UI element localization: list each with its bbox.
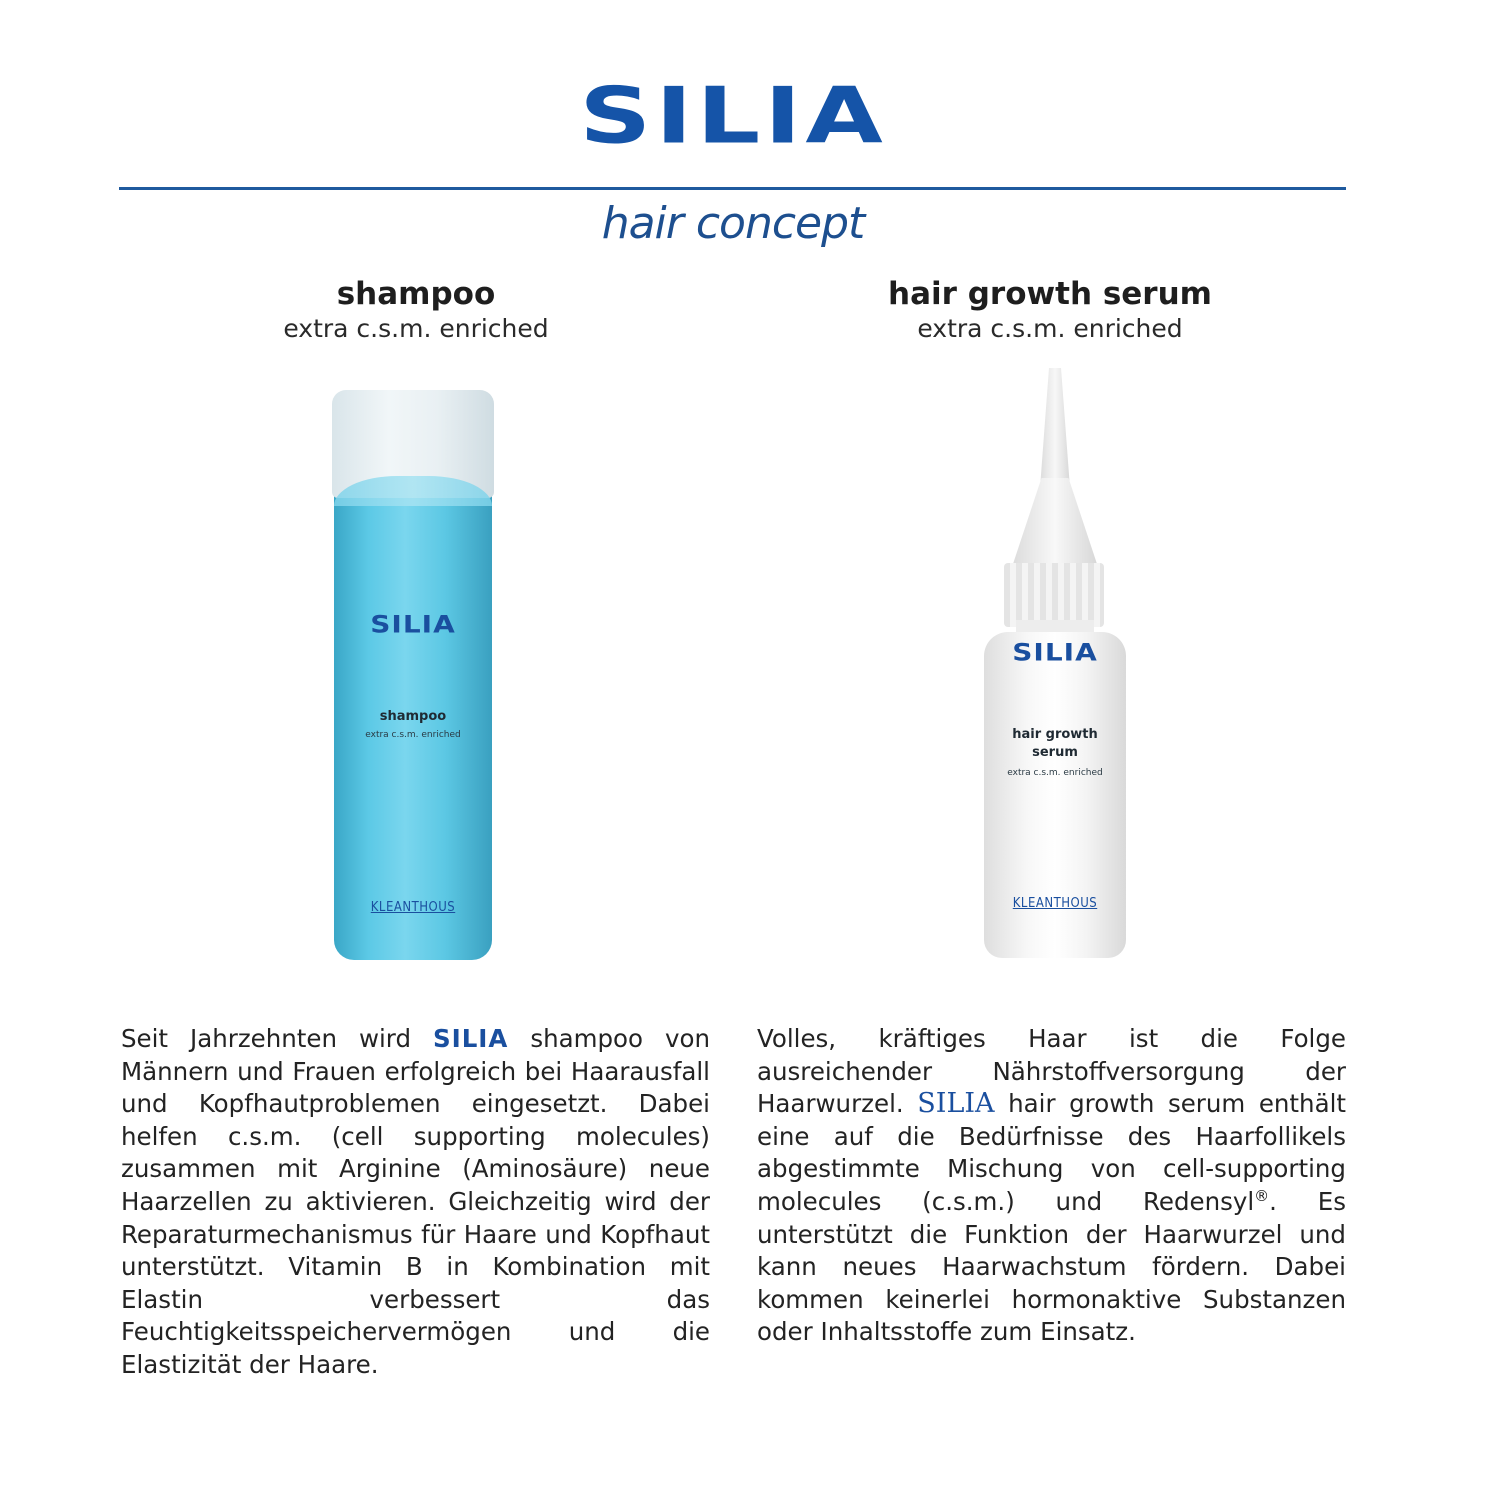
bottle-product-label-line1: hair growth — [1012, 727, 1098, 742]
bottle-nozzle-cone — [1010, 478, 1100, 573]
bottle-product-label: shampoo — [379, 709, 447, 724]
registered-mark: ® — [1254, 1186, 1270, 1205]
bottle-product-label-line2: serum — [1032, 745, 1078, 760]
bottle-cap — [1004, 563, 1104, 627]
description-text: shampoo von Männern und Frauen erfolgreich bei Haarausfall und Kopfhautproblemen eingesetzt. Dabei helfen c.s.m. (cell supporting molecules) zusammen mit Arginine (Aminosäure) neue Haarzellen zu aktivieren. Gleichzeitig wird der Reparaturmechanismus für Haare und Kopfhaut unterstützt. Vitamin B in Kombination mit Elastin verbessert das Feuchtigkeitsspeichervermögen und die Elastizität der Haare. — [121, 1024, 710, 1379]
bottle-subtitle-label: extra c.s.m. enriched — [1007, 768, 1103, 778]
bottle-nozzle-tip — [1040, 368, 1070, 488]
product-name: hair growth serum — [888, 276, 1212, 312]
description-text: . Es unterstützt die Funktion der Haarwurzel und kann neues Haarwachstum fördern. Dabei kommen keinerlei hormonaktive Substanzen oder Inhaltsstoffe zum Einsatz. — [757, 1186, 1346, 1347]
bottle-brand-label: SILIA — [1012, 638, 1098, 667]
bottle-subtitle-label: extra c.s.m. enriched — [365, 730, 461, 740]
shampoo-description — [121, 1023, 710, 1382]
inline-brand-name: SILIA — [917, 1088, 995, 1120]
serum-description — [757, 1023, 1346, 1349]
product-subtitle: extra c.s.m. enriched — [283, 314, 549, 343]
header-divider — [119, 187, 1346, 190]
bottle-maker-label: KLEANTHOUS — [1012, 896, 1098, 911]
description-text: Seit Jahrzehnten wird — [121, 1024, 433, 1053]
serum-bottle-image — [982, 368, 1128, 960]
bottle-maker-label: KLEANTHOUS — [370, 900, 456, 915]
description-text: Volles, kräftiges Haar ist die Folge ausreichender Nährstoffversorgung der Haarwurzel. — [757, 1024, 1346, 1119]
product-name: shampoo — [336, 276, 496, 312]
inline-brand-logo: SILIA — [432, 1024, 509, 1053]
shampoo-heading — [116, 276, 716, 346]
bottle-brand-label: SILIA — [370, 610, 456, 639]
tagline: hair concept — [601, 198, 865, 249]
description-text: hair growth serum enthält eine auf die Bedürfnisse des Haarfollikels abgestimmte Mischung von cell-supporting molecules (c.s.m.) und Redensyl — [757, 1089, 1346, 1216]
shampoo-bottle-image — [330, 390, 496, 962]
product-subtitle: extra c.s.m. enriched — [917, 314, 1183, 343]
brand-logo: SILIA — [579, 70, 887, 162]
serum-heading — [750, 276, 1350, 346]
